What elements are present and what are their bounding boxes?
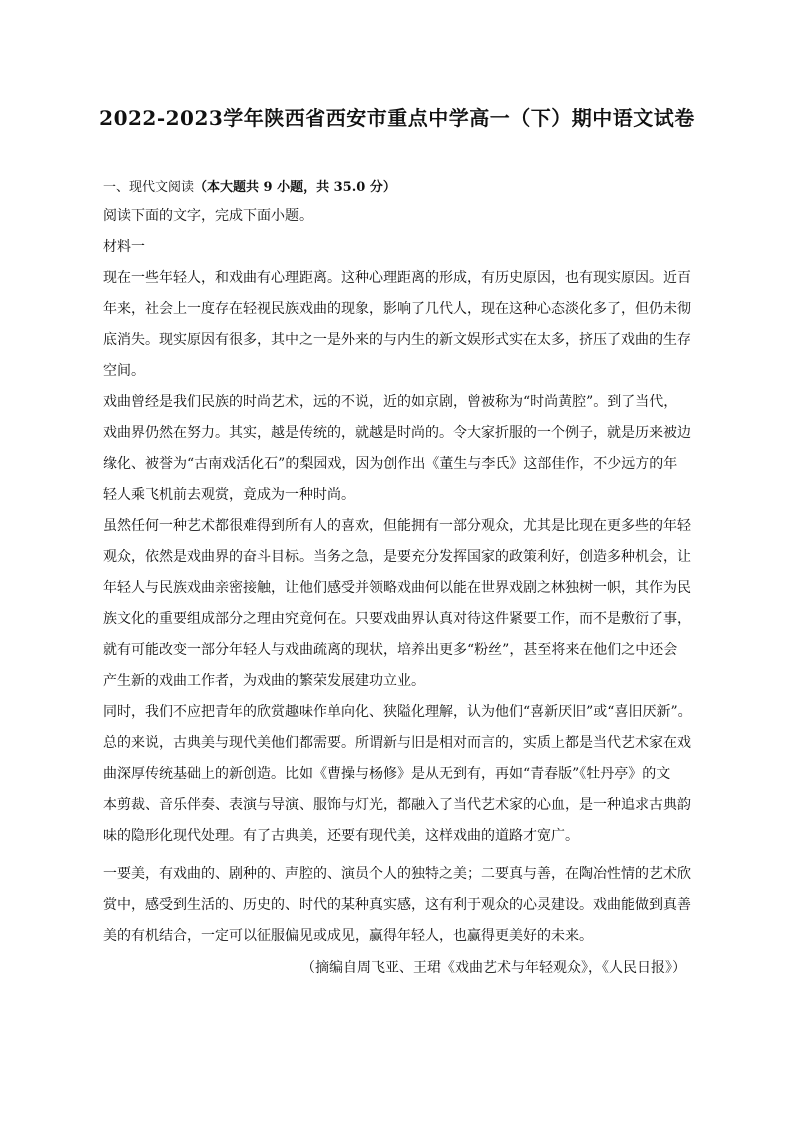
paragraph-line: 同时，我们不应把青年的欣赏趣味作单向化、狭隘化理解，认为他们“喜新厌旧”或“喜旧厌新”。	[103, 704, 692, 720]
paragraph-line: 虽然任何一种艺术都很难得到所有人的喜欢，但能拥有一部分观众，尤其是比现在更多些的年轻	[103, 518, 691, 534]
paragraph-line: 轻人乘飞机前去观赏，竟成为一种时尚。	[103, 487, 355, 503]
paragraph-line: 戏曲曾经是我们民族的时尚艺术，远的不说，近的如京剧，曾被称为“时尚黄腔”。到了当代，	[103, 394, 678, 410]
paragraph-line: 年轻人与民族戏曲亲密接触，让他们感受并领略戏曲何以能在世界戏剧之林独树一帜，其作为民	[103, 580, 691, 596]
section-info: （本大题共 9 小题，共 35.0 分）	[194, 180, 396, 195]
paragraph-line: 就有可能改变一部分年轻人与戏曲疏离的现状，培养出更多“粉丝”，甚至将来在他们之中还会	[103, 642, 678, 658]
paragraph-line: 底消失。现实原因有很多，其中之一是外来的与内生的新文娱形式实在太多，挤压了戏曲的生存	[103, 332, 691, 348]
paragraph-line: 观众，依然是戏曲界的奋斗目标。当务之急，是要充分发挥国家的政策利好，创造多种机会，让	[103, 549, 691, 565]
paragraph-line: 戏曲界仍然在努力。其实，越是传统的，就越是时尚的。令大家折服的一个例子，就是历来被边	[103, 425, 691, 441]
paragraph-line: 赏中，感受到生活的、历史的、时代的某种真实感，这有利于观众的心灵建设。戏曲能做到真善	[103, 897, 691, 913]
section-label: 一、现代文阅读	[103, 180, 195, 195]
paragraph-line: 味的隐形化现代处理。有了古典美，还要有现代美，这样戏曲的道路才宽广。	[103, 828, 579, 844]
material-label: 材料一	[103, 239, 145, 255]
paragraph-line: 现在一些年轻人，和戏曲有心理距离。这种心理距离的形成，有历史原因，也有现实原因。近百	[103, 270, 691, 286]
instruction-text: 阅读下面的文字，完成下面小题。	[103, 208, 313, 224]
paragraph-line: 产生新的戏曲工作者，为戏曲的繁荣发展建功立业。	[103, 673, 425, 689]
paragraph-line: 总的来说，古典美与现代美他们都需要。所谓新与旧是相对而言的，实质上都是当代艺术家在戏	[103, 735, 691, 751]
paragraph-line: 空间。	[103, 363, 145, 379]
paragraph-line: 本剪裁、音乐伴奏、表演与导演、服饰与灯光，都融入了当代艺术家的心血，是一种追求古典韵	[103, 797, 691, 813]
paragraph-line: 曲深厚传统基础上的新创造。比如《曹操与杨修》是从无到有，再如“青春版”《牡丹亭》的文	[103, 766, 671, 782]
paragraph-line: 族文化的重要组成部分之理由究竟何在。只要戏曲界认真对待这件紧要工作，而不是敷衍了事，	[103, 611, 691, 627]
paragraph-line: 美的有机结合，一定可以征服偏见或成见，赢得年轻人，也赢得更美好的未来。	[103, 928, 593, 944]
source-citation: （摘编自周飞亚、王珺《戏曲艺术与年轻观众》，《人民日报》）	[301, 960, 686, 976]
paragraph-line: 年来，社会上一度存在轻视民族戏曲的现象，影响了几代人，现在这种心态淡化多了，但仍未彻	[103, 301, 691, 317]
paragraph-line: 缘化、被誉为“古南戏活化石”的梨园戏，因为创作出《董生与李氏》这部佳作，不少远方的年	[103, 456, 678, 472]
paragraph-line: 一要美，有戏曲的、剧种的、声腔的、演员个人的独特之美；二要真与善，在陶冶性情的艺术欣	[103, 866, 691, 882]
page-title: 2022-2023学年陕西省西安市重点中学高一（下）期中语文试卷	[99, 106, 695, 130]
section-heading	[103, 176, 396, 195]
